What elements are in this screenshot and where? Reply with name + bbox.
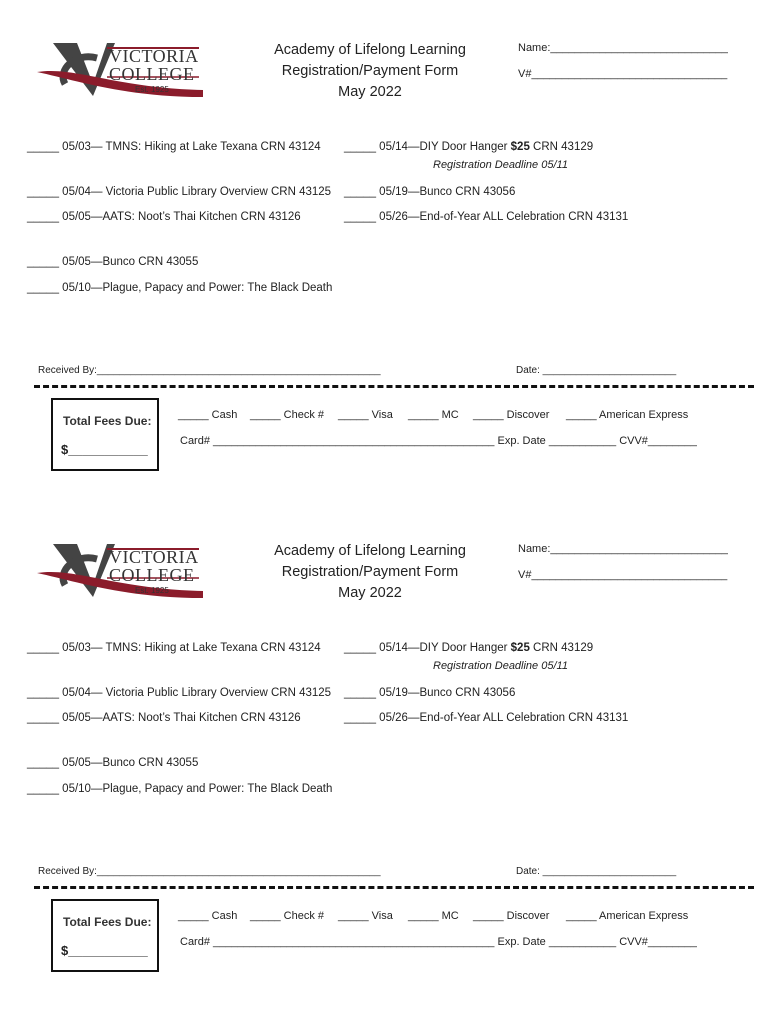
payment-mc[interactable]: _____ MC [408,910,459,922]
payment-discover[interactable]: _____ Discover [473,409,550,421]
name-field[interactable]: Name:_____________________________ [518,543,728,555]
course-text: _____ 05/14—DIY Door Hanger [344,642,511,654]
course-item[interactable]: _____ 05/04— Victoria Public Library Overview CRN 43125 [27,687,332,699]
card-details-field[interactable]: Card# ______________________________________________ Exp. Date ___________ CVV#________ [180,435,697,447]
payment-visa[interactable]: _____ Visa [338,409,393,421]
course-text: _____ 05/14—DIY Door Hanger [344,141,511,153]
logo-college: COLLEGE [109,565,195,585]
received-by-field[interactable]: Received By:___________________________________________________ [38,866,381,877]
form-title [240,40,500,103]
course-item[interactable]: _____ 05/05—Bunco CRN 43055 [27,757,199,769]
course-item[interactable]: _____ 05/19—Bunco CRN 43056 [344,186,516,198]
total-fees-label: Total Fees Due: [63,414,152,428]
vnumber-field[interactable]: V#________________________________ [518,68,728,80]
title-line-1: Academy of Lifelong Learning [274,543,466,559]
course-item-door-hanger[interactable] [344,642,593,654]
logo-est: Est. 1925 [135,85,169,94]
payment-amex[interactable]: _____ American Express [566,409,689,421]
total-fees-box [51,398,159,471]
title-line-2: Registration/Payment Form [281,564,459,580]
name-field[interactable]: Name:_____________________________ [518,42,728,54]
total-fees-amount[interactable]: $___________ [61,442,148,457]
victoria-college-logo [35,40,205,102]
victoria-college-logo [35,541,205,603]
cut-line [34,886,754,889]
course-price: $25 [510,642,530,654]
title-line-3: May 2022 [338,585,402,601]
course-item[interactable]: _____ 05/10—Plague, Papacy and Power: The Black Death [27,282,333,294]
cut-line [34,385,754,388]
form-title [240,541,500,604]
registration-form-bottom [0,501,770,981]
course-item-door-hanger[interactable] [344,141,593,153]
vnumber-field[interactable]: V#________________________________ [518,569,728,581]
total-fees-label: Total Fees Due: [63,915,152,929]
course-item[interactable]: _____ 05/26—End-of-Year ALL Celebration CRN 43131 [344,712,629,724]
payment-mc[interactable]: _____ MC [408,409,459,421]
payment-cash[interactable]: _____ Cash [178,409,238,421]
registration-deadline: Registration Deadline 05/11 [433,159,568,171]
course-crn: CRN 43129 [529,642,594,654]
card-details-field[interactable]: Card# ______________________________________________ Exp. Date ___________ CVV#________ [180,936,697,948]
payment-check[interactable]: _____ Check # [250,409,324,421]
payment-visa[interactable]: _____ Visa [338,910,393,922]
course-item[interactable]: _____ 05/05—Bunco CRN 43055 [27,256,199,268]
course-item[interactable]: _____ 05/05—AATS: Noot’s Thai Kitchen CRN 43126 [27,211,301,223]
course-item[interactable]: _____ 05/03— TMNS: Hiking at Lake Texana CRN 43124 [27,642,321,654]
title-line-3: May 2022 [338,84,402,100]
registration-deadline: Registration Deadline 05/11 [433,660,568,672]
course-item[interactable]: _____ 05/19—Bunco CRN 43056 [344,687,516,699]
total-fees-amount[interactable]: $___________ [61,943,148,958]
received-by-field[interactable]: Received By:___________________________________________________ [38,365,381,376]
course-item[interactable]: _____ 05/03— TMNS: Hiking at Lake Texana CRN 43124 [27,141,321,153]
logo-victoria: VICTORIA [109,46,199,66]
date-field[interactable]: Date: ________________________ [516,866,677,877]
total-fees-box [51,899,159,972]
course-crn: CRN 43129 [529,141,594,153]
title-line-1: Academy of Lifelong Learning [274,42,466,58]
payment-amex[interactable]: _____ American Express [566,910,689,922]
logo-victoria: VICTORIA [109,547,199,567]
course-price: $25 [510,141,530,153]
date-field[interactable]: Date: ________________________ [516,365,677,376]
course-item[interactable]: _____ 05/10—Plague, Papacy and Power: The Black Death [27,783,333,795]
course-item[interactable]: _____ 05/04— Victoria Public Library Overview CRN 43125 [27,186,332,198]
payment-discover[interactable]: _____ Discover [473,910,550,922]
course-item[interactable]: _____ 05/05—AATS: Noot’s Thai Kitchen CRN 43126 [27,712,301,724]
logo-est: Est. 1925 [135,586,169,595]
course-item[interactable]: _____ 05/26—End-of-Year ALL Celebration CRN 43131 [344,211,629,223]
title-line-2: Registration/Payment Form [281,63,459,79]
logo-college: COLLEGE [109,64,195,84]
registration-form-top [0,0,770,480]
payment-check[interactable]: _____ Check # [250,910,324,922]
payment-cash[interactable]: _____ Cash [178,910,238,922]
